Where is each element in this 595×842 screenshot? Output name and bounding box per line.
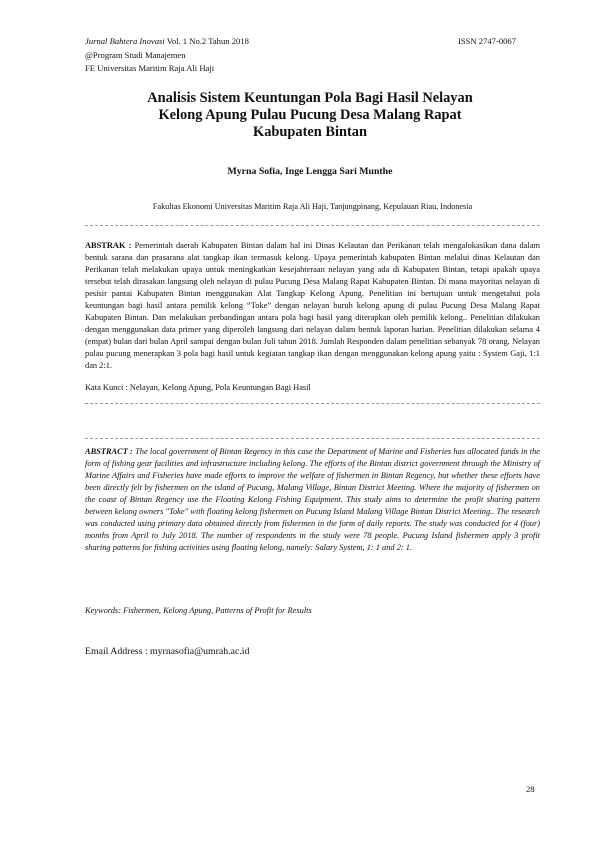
abstrak-text: Pemerintah daerah Kabupaten Bintan dalam hal ini Dinas Kelautan dan Perikanan telah mengalokasikan dana dalam bentuk sarana dan prasarana alat tangkap ikan termasuk kelong. Upaya pemerintah kabupaten Bintan melalui dinas Kelautan dan Perikanan telah melakukan upaya untuk meningkatkan kesejahteraan nelayan yang ada di Kabupaten Bintan, tetapi apakah upaya tersebut telah dirasakan langsung oleh nelayan di pulau Pucung Desa Malang Rapat Kabupaten Bintan. Di mana mayoritas nelayan di pesisir pantai Kabupaten Bintan menggunakan Alat Tangkap Kelong Apung. Penelitian ini bertujuan untuk mengetahui pola keuntungan bagi hasil antara pemilik kelong “Toke” dengan nelayan buruh kelong apung di pulau Pucung Desa Malang Rapat Kabupaten Bintan. Dan melakukan perbandingan antara pola bagi hasil yang diterapkan oleh pemilik kelong.. Penelitian dilakukan dengan menggunakan data primer yang diperoleh langsung dari nelayan dalam bentuk laporan harian. Penelitian dilakukan selama 4 (empat) bulan dari bulan April sampai dengan bulan Juli tahun 2018. Jumlah Responden dalam penelitian sebanyak 78 orang. Nelayan pulau pucung menerapkan 3 pola bagi hasil untuk kegiatan tangkap ikan dengan menggunakan kelong apung yaitu : System Gaji, 1:1 dan 2:1. <box>85 241 540 370</box>
divider <box>85 438 540 439</box>
title-line-1: Analisis Sistem Keuntungan Pola Bagi Hasil Nelayan <box>147 90 473 106</box>
abstract-text: The local government of Bintan Regency in this case the Department of Marine and Fisheries has allocated funds in the form of fishing gear facilities and infrastructure including kelong. The efforts of the Bintan district government through the Ministry of Marine Affairs and Fisheries have made efforts to improve the welfare of fishermen in Bintan Regency, but whether these efforts have been directly felt by fishermen on the island of Pucung, Malang Village, Bintan District Meeting. Where the majority of fishermen on the coast of Bintan Regency use the Floating Kelong Fishing Equipment. This study aims to determine the profit sharing pattern between kelong owners "Toke" with floating kelong fishermen on Pucung Island Malang Village Bintan District Meeting.. The research was conducted using primary data obtained directly from fishermen in the form of daily reports. The study was conducted for 4 (four) months from April to July 2018. The number of respondents in the study were 78 people. Pucung Island fishermen apply 3 profit sharing patterns for fishing activities using floating kelong, namely: Salary System, 1: 1 and 2: 1. <box>85 447 540 552</box>
title-line-3: Kabupaten Bintan <box>253 124 367 140</box>
authors: Myrna Sofia, Inge Lengga Sari Munthe <box>227 166 393 177</box>
journal-citation <box>85 36 249 46</box>
paper-title <box>100 90 520 141</box>
copyright-line: @Program Studi Manajemen <box>85 50 186 60</box>
journal-name: Jurnal Bahtera Inovasi <box>85 36 165 46</box>
issn: ISSN 2747-0067 <box>458 36 517 46</box>
divider <box>85 225 540 226</box>
title-line-2: Kelong Apung Pulau Pucung Desa Malang Rapat <box>158 107 462 123</box>
affiliation: Fakultas Ekonomi Universitas Maritim Raja Ali Haji, Tanjungpinang, Kepulauan Riau, Indonesia <box>152 202 473 211</box>
keywords: Keywords: Fishermen, Kelong Apung, Patterns of Profit for Results <box>85 606 312 615</box>
abstract-label: ABSTRACT : <box>85 447 133 456</box>
abstract-paragraph <box>85 446 540 554</box>
abstrak-label: ABSTRAK : <box>85 241 132 250</box>
kata-kunci: Kata Kunci : Nelayan, Kelong Apung, Pola Keuntungan Bagi Hasil <box>85 383 311 392</box>
email-address: Email Address : myrnasofia@umrah.ac.id <box>85 646 250 657</box>
divider <box>85 403 540 404</box>
faculty-header: FE Universitas Maritim Raja Ali Haji <box>85 63 215 73</box>
journal-issue: Vol. 1 No.2 Tahun 2018 <box>164 36 249 46</box>
page-number: 28 <box>526 784 535 794</box>
abstrak-paragraph <box>85 240 540 372</box>
